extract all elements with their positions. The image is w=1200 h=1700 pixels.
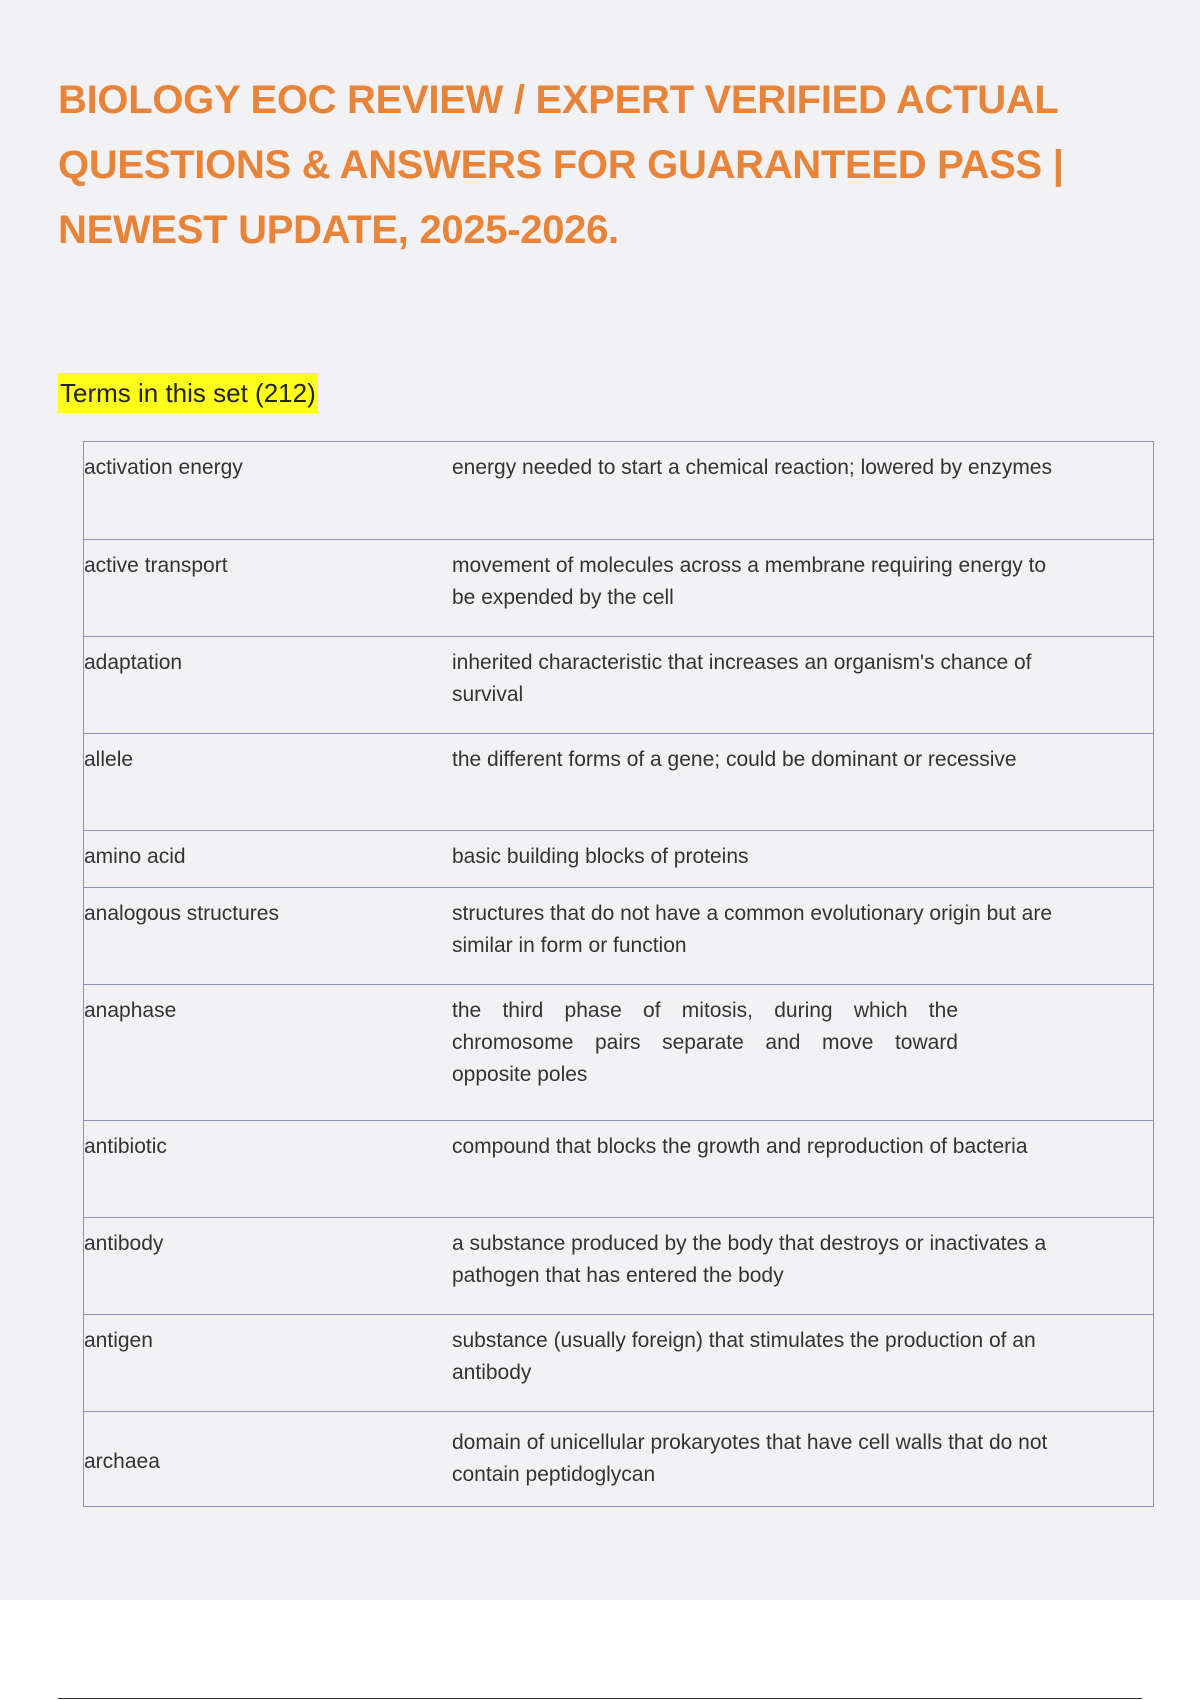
definition-cell: the different forms of a gene; could be dominant or recessive: [452, 734, 1154, 831]
table-row: [84, 637, 1154, 734]
definition-cell: inherited characteristic that increases an organism's chance of survival: [452, 637, 1154, 734]
term-cell: anaphase: [84, 985, 453, 1121]
term-cell: antibody: [84, 1218, 453, 1315]
table-row: [84, 985, 1154, 1121]
table-row: [84, 831, 1154, 888]
definition-cell: basic building blocks of proteins: [452, 831, 1154, 888]
table-row: [84, 1121, 1154, 1218]
terms-count-label: Terms in this set (212): [58, 373, 318, 413]
definition-cell: substance (usually foreign) that stimulates the production of an antibody: [452, 1315, 1154, 1412]
term-cell: adaptation: [84, 637, 453, 734]
table-row: [84, 1315, 1154, 1412]
definition-cell: domain of unicellular prokaryotes that have cell walls that do not contain peptidoglycan: [452, 1412, 1154, 1507]
table-row: [84, 540, 1154, 637]
definition-cell: a substance produced by the body that destroys or inactivates a pathogen that has entered the body: [452, 1218, 1154, 1315]
table-row: [84, 1412, 1154, 1507]
terms-table: [83, 441, 1154, 1507]
term-cell: analogous structures: [84, 888, 453, 985]
definition-cell: energy needed to start a chemical reaction; lowered by enzymes: [452, 442, 1154, 540]
term-cell: amino acid: [84, 831, 453, 888]
definition-cell: structures that do not have a common evolutionary origin but are similar in form or function: [452, 888, 1154, 985]
table-row: [84, 1218, 1154, 1315]
term-cell: antigen: [84, 1315, 453, 1412]
definition-cell: movement of molecules across a membrane requiring energy to be expended by the cell: [452, 540, 1154, 637]
table-row: [84, 888, 1154, 985]
term-cell: allele: [84, 734, 453, 831]
definition-cell: compound that blocks the growth and reproduction of bacteria: [452, 1121, 1154, 1218]
table-row: [84, 734, 1154, 831]
term-cell: active transport: [84, 540, 453, 637]
definition-cell: the third phase of mitosis, during which the chromosome pairs separate and move toward opposite poles: [452, 985, 1154, 1121]
footer-rule: [58, 1698, 1142, 1699]
document-title: BIOLOGY EOC REVIEW / EXPERT VERIFIED ACTUAL QUESTIONS & ANSWERS FOR GUARANTEED PASS | NEWEST UPDATE, 2025-2026.: [58, 78, 1064, 252]
table-row: [84, 442, 1154, 540]
term-cell: activation energy: [84, 442, 453, 540]
term-cell: archaea: [84, 1412, 453, 1507]
term-cell: antibiotic: [84, 1121, 453, 1218]
